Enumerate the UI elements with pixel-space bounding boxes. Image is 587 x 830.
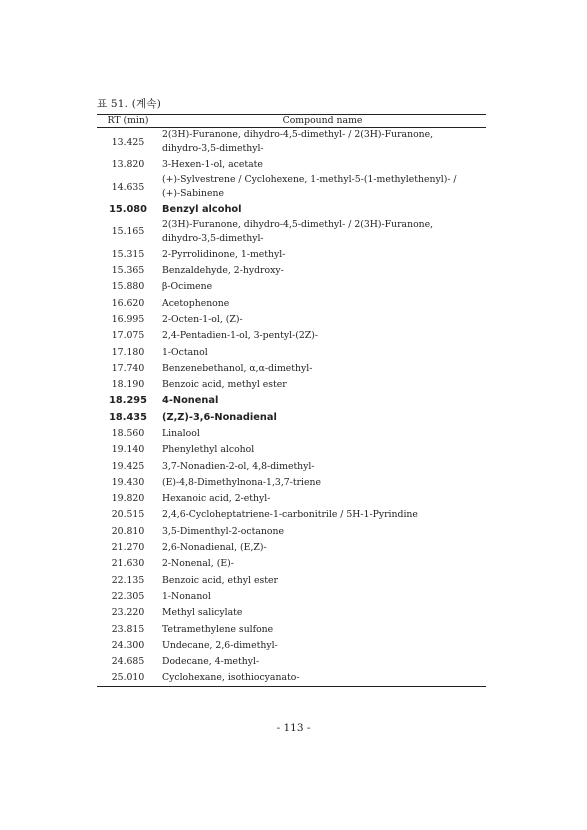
compound-name-line: Benzyl alcohol (162, 203, 242, 215)
compound-name-line: 2,4-Pentadien-1-ol, 3-pentyl-(2Z)- (162, 330, 318, 342)
table-row (97, 523, 486, 539)
rt-cell: 22.305 (111, 590, 145, 602)
compound-cell (159, 491, 486, 507)
compound-name-line: 2,6-Nonadienal, (E,Z)- (162, 542, 267, 554)
compound-name-line: Methyl salicylate (162, 607, 243, 619)
table-row (97, 295, 486, 311)
compound-cell (159, 458, 486, 474)
table-caption: 표 51. (계속) (97, 98, 161, 110)
compound-name-line: dihydro-3,5-dimethyl- (162, 143, 264, 155)
compound-cell (159, 474, 486, 490)
compound-name-line: 3-Hexen-1-ol, acetate (162, 159, 263, 171)
rt-cell: 18.560 (111, 428, 145, 439)
compound-cell (159, 605, 486, 621)
compound-name-line: Tetramethylene sulfone (162, 623, 274, 635)
table-row (97, 279, 486, 295)
compound-cell (159, 442, 486, 458)
rt-cell: 18.295 (109, 395, 147, 407)
compound-cell (159, 409, 486, 425)
table-row (97, 442, 486, 458)
rt-cell: 15.880 (111, 281, 145, 293)
compound-cell (159, 621, 486, 637)
rt-cell: 22.135 (111, 574, 145, 586)
compound-cell (159, 157, 486, 173)
compound-cell (159, 523, 486, 539)
compound-cell (159, 344, 486, 360)
compound-name-line: Dodecane, 4-methyl- (162, 656, 260, 668)
header-rt: RT (min) (97, 115, 159, 128)
compound-name-line: 2(3H)-Furanone, dihydro-4,5-dimethyl- / 2(3H)-Furanone, (162, 218, 434, 230)
table-row (97, 157, 486, 173)
table-row (97, 670, 486, 687)
compound-name-line: 2(3H)-Furanone, dihydro-4,5-dimethyl- / 2(3H)-Furanone, (162, 129, 434, 141)
compound-cell (159, 637, 486, 653)
rt-cell: 18.190 (111, 379, 145, 391)
compound-cell (159, 539, 486, 555)
compound-cell (159, 295, 486, 311)
compound-cell (159, 670, 486, 687)
rt-cell: 17.075 (111, 330, 145, 342)
table-row (97, 507, 486, 523)
rt-cell: 19.430 (111, 476, 145, 488)
compound-cell (159, 246, 486, 262)
compound-name-line: Benzaldehyde, 2-hydroxy- (162, 265, 284, 277)
table-row (97, 311, 486, 327)
table-row (97, 458, 486, 474)
rt-cell: 15.080 (109, 203, 147, 215)
compound-cell (159, 201, 486, 217)
compound-name-line: (E)-4,8-Dimethylnona-1,3,7-triene (162, 476, 322, 488)
compound-name-line: dihydro-3,5-dimethyl- (162, 232, 264, 244)
table-row (97, 474, 486, 490)
compound-name-line: 4-Nonenal (162, 395, 219, 407)
compound-name-line: (+)-Sylvestrene / Cyclohexene, 1-methyl-5-(1-methylethenyl)- / (162, 174, 457, 186)
table-row (97, 173, 486, 202)
compound-cell (159, 556, 486, 572)
compound-name-line: Hexanoic acid, 2-ethyl- (162, 493, 271, 505)
compound-name-line: 1-Octanol (162, 346, 208, 358)
table-row (97, 218, 486, 247)
table-row (97, 409, 486, 425)
table-row (97, 262, 486, 278)
table-row (97, 128, 486, 157)
rt-cell: 23.815 (111, 623, 145, 635)
table-row (97, 201, 486, 217)
rt-cell: 21.630 (111, 558, 145, 570)
compound-cell (159, 572, 486, 588)
compound-table (97, 114, 486, 687)
compound-cell (159, 425, 486, 441)
table-row (97, 654, 486, 670)
header-compound-name: Compound name (159, 115, 486, 128)
compound-name-line: Benzoic acid, ethyl ester (162, 574, 278, 586)
rt-cell: 24.685 (111, 656, 145, 668)
compound-cell (159, 128, 486, 157)
compound-name-line: (Z,Z)-3,6-Nonadienal (162, 411, 277, 423)
compound-name-line: 2,4,6-Cycloheptatriene-1-carbonitrile / 5H-1-Pyrindine (162, 509, 418, 521)
table-row (97, 328, 486, 344)
rt-cell: 20.515 (111, 509, 145, 521)
table-row (97, 605, 486, 621)
compound-name-line: Phenylethyl alcohol (162, 444, 255, 456)
table-row (97, 637, 486, 653)
table-row (97, 556, 486, 572)
rt-cell: 19.820 (111, 493, 145, 505)
compound-cell (159, 393, 486, 409)
rt-cell: 25.010 (97, 670, 159, 687)
compound-name-line: 3,7-Nonadien-2-ol, 4,8-dimethyl- (162, 460, 315, 472)
table-row (97, 393, 486, 409)
table-row (97, 621, 486, 637)
compound-cell (159, 311, 486, 327)
compound-name-line: 1-Nonanol (162, 590, 211, 602)
compound-cell (159, 328, 486, 344)
table-header-row (97, 115, 486, 128)
rt-cell: 24.300 (111, 639, 145, 651)
rt-cell: 15.315 (111, 248, 145, 260)
rt-cell: 16.620 (111, 297, 145, 309)
rt-cell: 21.270 (111, 542, 145, 554)
rt-cell: 16.995 (111, 313, 145, 325)
rt-cell: 13.820 (111, 159, 145, 171)
rt-cell: 19.425 (111, 460, 145, 472)
rt-cell: 13.425 (111, 136, 145, 148)
compound-name-line: 2-Pyrrolidinone, 1-methyl- (162, 248, 286, 260)
compound-cell (159, 218, 486, 247)
compound-name-line: Benzoic acid, methyl ester (162, 379, 287, 391)
compound-cell (159, 360, 486, 376)
rt-cell: 19.140 (111, 444, 145, 456)
compound-cell (159, 654, 486, 670)
compound-name-line: Linalool (162, 428, 200, 439)
compound-name-line: Undecane, 2,6-dimethyl- (162, 639, 278, 651)
table-row (97, 360, 486, 376)
table-row (97, 588, 486, 604)
table-row (97, 344, 486, 360)
table-row (97, 425, 486, 441)
compound-name-line: (+)-Sabinene (162, 188, 225, 200)
table-row (97, 539, 486, 555)
rt-cell: 23.220 (111, 607, 145, 619)
compound-name-line: Acetophenone (162, 297, 230, 309)
rt-cell: 14.635 (111, 181, 145, 193)
rt-cell: 15.365 (111, 265, 145, 277)
rt-cell: 17.740 (111, 362, 145, 374)
compound-cell (159, 588, 486, 604)
table-row (97, 246, 486, 262)
compound-name-line: Cyclohexane, isothiocyanato- (162, 672, 300, 684)
compound-name-line: β-Ocimene (162, 281, 213, 293)
rt-cell: 17.180 (111, 346, 145, 358)
table-row (97, 376, 486, 392)
compound-name-line: Benzenebethanol, α,α-dimethyl- (162, 362, 313, 374)
compound-cell (159, 262, 486, 278)
table-row (97, 572, 486, 588)
rt-cell: 18.435 (109, 411, 147, 423)
rt-cell: 20.810 (111, 525, 145, 537)
compound-cell (159, 376, 486, 392)
compound-cell (159, 279, 486, 295)
compound-name-line: 3,5-Dimenthyl-2-octanone (162, 525, 284, 537)
page-number: - 113 - (276, 722, 311, 734)
table-body (97, 128, 486, 687)
rt-cell: 15.165 (111, 226, 145, 238)
compound-cell (159, 173, 486, 202)
compound-cell (159, 507, 486, 523)
compound-name-line: 2-Nonenal, (E)- (162, 558, 234, 570)
compound-name-line: 2-Octen-1-ol, (Z)- (162, 313, 243, 325)
table-row (97, 491, 486, 507)
